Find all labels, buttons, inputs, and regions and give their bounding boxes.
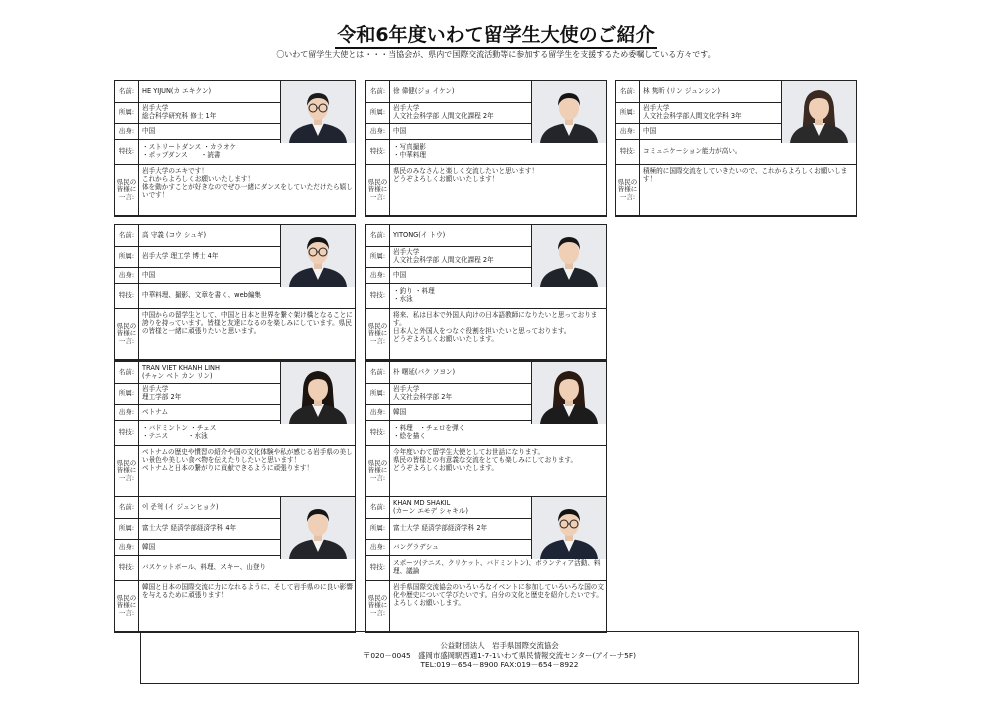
field-label-name: 名前: — [115, 81, 139, 102]
card-row-skills — [115, 421, 355, 446]
card-row-name — [115, 497, 281, 519]
field-label-affiliation: 所属: — [115, 384, 139, 404]
field-value-name: 이 준혁 (イ ジュンヒョク) — [142, 502, 219, 511]
card-row-skills — [366, 140, 606, 165]
field-label-affiliation: 所属: — [366, 384, 390, 404]
field-label-message: 県民の皆様に一言: — [366, 165, 390, 215]
card-row-message — [115, 581, 355, 632]
field-label-skills: 特技: — [616, 140, 640, 164]
field-value-message: 県民のみなさんと楽しく交流したいと思います！ どうぞよろしくお願いいたします！ — [393, 167, 539, 183]
card-row-name — [366, 81, 532, 103]
card-row-name — [616, 81, 782, 103]
card-row-affiliation — [115, 519, 281, 540]
ambassador-card — [114, 361, 356, 498]
field-value-origin: 韓国 — [393, 407, 407, 416]
ambassador-card — [615, 80, 857, 217]
field-label-origin: 出身: — [366, 540, 390, 555]
card-row-message — [616, 165, 856, 216]
ambassador-card — [114, 496, 356, 633]
field-value-affiliation: 岩手大学 総合科学研究科 修士 1年 — [142, 104, 217, 120]
field-label-name: 名前: — [115, 497, 139, 518]
card-row-skills — [366, 556, 606, 581]
card-row-name — [115, 81, 281, 103]
portrait-photo — [781, 81, 856, 143]
field-value-affiliation: 岩手大学 人文社会科学部 人間文化課程 2年 — [393, 248, 494, 264]
field-value-name: 高 守義 (コウ シュギ) — [142, 230, 207, 239]
field-value-name: KHAN MD SHAKIL (カーン エモデ シャキル) — [393, 498, 468, 515]
field-value-affiliation: 富士大学 経済学部経済学科 2年 — [393, 524, 488, 533]
field-label-affiliation: 所属: — [366, 247, 390, 267]
field-label-skills: 特技: — [115, 284, 139, 308]
field-label-origin: 出身: — [366, 268, 390, 283]
card-row-origin — [366, 405, 532, 421]
page-subtitle: 〇いわて留学生大使とは・・・当協会が、県内で国際交流活動等に参加する留学生を支援するため委嘱している方々です。 — [276, 50, 716, 59]
field-value-name: 林 隽昕 (リン ジュンシン) — [643, 86, 720, 95]
field-label-name: 名前: — [366, 225, 390, 246]
field-label-origin: 出身: — [115, 268, 139, 283]
card-row-name — [366, 362, 532, 384]
ambassador-card — [365, 361, 607, 498]
portrait-photo — [280, 362, 355, 424]
field-label-skills: 特技: — [115, 421, 139, 445]
field-value-name: HE YIJUN(カ エキクン) — [142, 86, 212, 95]
card-row-message — [115, 309, 355, 360]
field-value-message: 積極的に国際交流をしていきたいので、これからよろしくお願いします！ — [643, 167, 848, 183]
field-label-affiliation: 所属: — [366, 519, 390, 539]
field-label-name: 名前: — [366, 497, 390, 518]
field-value-affiliation: 富士大学 経済学部経済学科 4年 — [142, 524, 237, 533]
card-row-skills — [115, 284, 355, 309]
page-title: 令和6年度いわて留学生大使のご紹介 — [0, 20, 992, 47]
field-label-message: 県民の皆様に一言: — [115, 446, 139, 496]
card-row-name — [366, 497, 532, 519]
field-label-message: 県民の皆様に一言: — [366, 581, 390, 631]
field-value-message: 岩手県国際交流協会のいろいろなイベントに参加していろいろな国の文化や歴史について学びたいです。自分の文化と歴史を紹介したいです。よろしくお願いします。 — [393, 583, 604, 607]
field-value-skills: ・写真撮影 ・中華料理 — [393, 143, 426, 159]
field-label-affiliation: 所属: — [115, 247, 139, 267]
field-label-skills: 特技: — [115, 140, 139, 164]
field-value-message: ベトナムの歴史や慣習の紹介や国の文化体験や私が感じる岩手県の美しい景色や美しい食べ物を伝えたりしたいと思います！ ベトナムと日本の繋がりに貢献できるように頑張ります！ — [142, 448, 353, 472]
field-value-skills: 中華料理、撮影、文章を書く、web編集 — [142, 291, 262, 300]
field-label-skills: 特技: — [366, 284, 390, 308]
field-value-skills: スポーツ(テニス、クリケット、バドミントン)、ボランティア活動、料理、議論 — [393, 559, 601, 575]
portrait-photo — [531, 81, 606, 143]
footer-org: 公益財団法人 岩手県国際交流協会 — [440, 641, 559, 650]
field-value-message: 岩手大学のエキです！ これからよろしくお願いいたします！ 体を動かすことが好きなのでぜひ一緒にダンスをしていただけたら嬉しいです！ — [142, 167, 353, 199]
card-row-message — [115, 446, 355, 497]
ambassador-card — [365, 224, 607, 361]
footer-address: 〒020－0045 盛岡市盛岡駅西通1-7-1いわて県民情報交流センター(アイーナ5F) — [362, 650, 637, 660]
card-row-origin — [115, 124, 281, 140]
card-row-affiliation — [366, 519, 532, 540]
ambassador-card — [365, 80, 607, 217]
field-label-name: 名前: — [366, 81, 390, 102]
portrait-photo — [280, 497, 355, 559]
field-value-skills: コミュニケーション能力が高い。 — [643, 147, 742, 156]
field-value-skills: ・釣り ・料理 ・水泳 — [393, 287, 435, 303]
field-value-message: 韓国と日本の国際交流に力になれるように、そして岩手県のに良い影響を与えるために頑張ります！ — [142, 583, 353, 599]
field-label-message: 県民の皆様に一言: — [115, 309, 139, 359]
card-row-name — [115, 225, 281, 247]
card-row-name — [115, 362, 281, 384]
field-value-affiliation: 岩手大学 人文社会科学部 人間文化課程 2年 — [393, 104, 494, 120]
card-row-skills — [115, 140, 355, 165]
field-label-affiliation: 所属: — [115, 103, 139, 123]
card-row-origin — [366, 540, 532, 556]
field-value-name: TRAN VIET KHANH LINH (チャン ベト カン リン) — [142, 363, 220, 380]
field-label-origin: 出身: — [115, 405, 139, 420]
field-value-affiliation: 岩手大学 理工学 博士 4年 — [142, 252, 219, 261]
field-value-message: 将来、私は日本で外国人向けの日本語教師になりたいと思っております。 日本人と外国人をつなぐ役割を担いたいと思っております。 どうぞよろしくお願いいたします。 — [393, 311, 598, 343]
card-row-origin — [115, 268, 281, 284]
card-row-affiliation — [115, 247, 281, 268]
field-value-affiliation: 岩手大学 理工学部 2年 — [142, 385, 182, 401]
field-value-origin: 中国 — [142, 126, 156, 135]
card-row-affiliation — [366, 103, 532, 124]
field-label-origin: 出身: — [115, 540, 139, 555]
field-label-origin: 出身: — [616, 124, 640, 139]
card-row-name — [366, 225, 532, 247]
card-row-skills — [366, 284, 606, 309]
field-value-affiliation: 岩手大学 人文社会科学部人間文化学科 3年 — [643, 104, 742, 120]
field-label-name: 名前: — [115, 362, 139, 383]
field-value-message: 中国からの留学生として、中国と日本と世界を繋ぐ架け橋となることに誇りを持っています。皆様と友達になるのを楽しみにしています。県民の皆様と一緒に頑張りたいと思います。 — [142, 311, 353, 335]
portrait-photo — [531, 225, 606, 287]
ambassador-card — [114, 80, 356, 217]
field-label-message: 県民の皆様に一言: — [115, 581, 139, 631]
field-label-origin: 出身: — [366, 124, 390, 139]
card-row-affiliation — [115, 384, 281, 405]
card-row-affiliation — [366, 384, 532, 405]
field-label-affiliation: 所属: — [115, 519, 139, 539]
card-row-message — [366, 581, 606, 632]
field-label-message: 県民の皆様に一言: — [366, 309, 390, 359]
field-value-origin: 中国 — [393, 270, 407, 279]
field-value-origin: 韓国 — [142, 542, 156, 551]
card-row-skills — [616, 140, 856, 165]
card-row-skills — [115, 556, 355, 581]
field-value-message: 今年度いわて留学生大使としてお世話になります。 県民の皆様との有意義な交流をとても楽しみにしております。 どうぞよろしくお願いいたします。 — [393, 448, 578, 472]
field-label-message: 県民の皆様に一言: — [616, 165, 640, 215]
card-row-message — [366, 309, 606, 360]
card-row-origin — [366, 124, 532, 140]
field-value-name: YITONG(イ トウ) — [393, 230, 446, 239]
footer-contact-line: TEL:019－654－8900 FAX:019－654－8922 — [420, 660, 579, 670]
field-value-origin: 中国 — [393, 126, 407, 135]
card-row-origin — [366, 268, 532, 284]
card-row-skills — [366, 421, 606, 446]
field-label-skills: 特技: — [115, 556, 139, 580]
card-row-origin — [115, 405, 281, 421]
field-value-origin: バングラデシュ — [393, 542, 439, 551]
portrait-photo — [280, 81, 355, 143]
field-value-origin: 中国 — [142, 270, 156, 279]
card-row-message — [115, 165, 355, 216]
field-value-skills: ・ストリートダンス ・カラオケ ・ポップダンス ・読書 — [142, 143, 237, 159]
ambassador-card — [114, 224, 356, 361]
portrait-photo — [531, 362, 606, 424]
field-value-affiliation: 岩手大学 人文社会科学部 2年 — [393, 385, 453, 401]
field-value-skills: バスケットボール、料理、スキー、山登り — [142, 563, 267, 572]
card-row-affiliation — [115, 103, 281, 124]
field-value-origin: 中国 — [643, 126, 657, 135]
card-row-origin — [115, 540, 281, 556]
field-label-message: 県民の皆様に一言: — [115, 165, 139, 215]
field-value-name: 朴 曙延(パク ソヨン) — [393, 367, 456, 376]
field-label-affiliation: 所属: — [366, 103, 390, 123]
field-label-skills: 特技: — [366, 140, 390, 164]
field-label-origin: 出身: — [115, 124, 139, 139]
field-label-skills: 特技: — [366, 556, 390, 580]
field-label-name: 名前: — [115, 225, 139, 246]
card-row-origin — [616, 124, 782, 140]
card-row-affiliation — [616, 103, 782, 124]
portrait-photo — [280, 225, 355, 287]
field-value-origin: ベトナム — [142, 407, 169, 416]
portrait-photo — [531, 497, 606, 559]
field-label-origin: 出身: — [366, 405, 390, 420]
field-value-name: 徐 偉健(ジョ イケン) — [393, 86, 455, 95]
field-value-skills: ・料理 ・チェロを弾く ・絵を描く — [393, 424, 466, 440]
field-label-affiliation: 所属: — [616, 103, 640, 123]
field-label-name: 名前: — [616, 81, 640, 102]
card-row-message — [366, 165, 606, 216]
ambassador-card — [365, 496, 607, 633]
card-row-message — [366, 446, 606, 497]
field-label-skills: 特技: — [366, 421, 390, 445]
footer-contact — [140, 631, 859, 684]
field-label-message: 県民の皆様に一言: — [366, 446, 390, 496]
field-label-name: 名前: — [366, 362, 390, 383]
card-row-affiliation — [366, 247, 532, 268]
field-value-skills: ・バドミントン ・チェス ・テニス ・水泳 — [142, 424, 217, 440]
